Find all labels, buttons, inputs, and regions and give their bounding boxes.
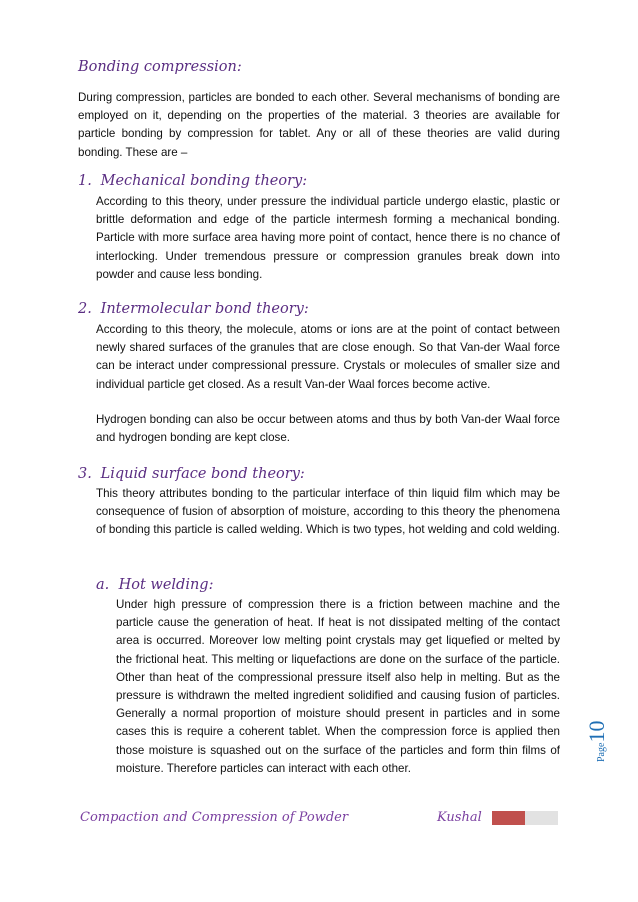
footer-accent-bar-gray bbox=[525, 811, 558, 825]
footer-accent-bar-red bbox=[492, 811, 525, 825]
section-2-paragraph-1: According to this theory, the molecule, atoms or ions are at the point of contact between newly shared surfaces of the granules that are close enough. So that Van-der Waal force can be interact under compressional pressure. Crystals or molecules of smaller size and individual particle get closed. As a result Van-der Waal forces become active. bbox=[96, 323, 560, 391]
section-1-heading bbox=[78, 173, 307, 189]
section-2-heading bbox=[78, 301, 309, 317]
page-number: 10 bbox=[584, 720, 609, 743]
footer-author: Kushal bbox=[437, 810, 482, 825]
section-1-paragraph: According to this theory, under pressure the individual particle undergo elastic, plastic or brittle deformation and edge of the particle intermesh forming a mechanical bonding. Particle with more surface area having more point of contact, hence there is no chance of interlocking. Under tremendous pressure or compression granules break down into powder and cause less bonding. bbox=[96, 195, 560, 281]
main-heading: Bonding compression: bbox=[78, 59, 242, 75]
page-number-label bbox=[584, 722, 624, 762]
section-2-paragraph-2: Hydrogen bonding can also be occur between atoms and thus by both Van-der Waal force and hydrogen bonding are kept close. bbox=[96, 413, 560, 445]
intro-paragraph: During compression, particles are bonded to each other. Several mechanisms of bonding are employed on it, depending on the properties of the material. 3 theories are available for particle bonding by compression for tablet. Any or all of these theories are valid during bonding. These are – bbox=[78, 91, 560, 159]
subsection-a-paragraph: Under high pressure of compression there is a friction between machine and the particle cause the generation of heat. If heat is not dissipated melting of the contact area is occurred. Moreover low melting point crystals may get liquefied or melted by the frictional heat. This melting or liquefactions are done on the surface of the particle. Other than heat of the compressional pressure itself also help in melting. But as the pressure is withdrawn the melted ingredient solidified and causing fusion of particles. Generally a normal proportion of moisture should present in particles and in some cases this is require a coherent tablet. When the compression force is applied then those moisture is squashed out on the surface of the particles and form thin films of moisture. Therefore particles can interact with each other. bbox=[116, 598, 560, 775]
section-2-number: 2. bbox=[78, 301, 92, 317]
subsection-a-heading bbox=[96, 577, 213, 593]
section-2-title: Intermolecular bond theory: bbox=[100, 301, 309, 317]
section-3-heading bbox=[78, 466, 305, 482]
footer-title: Compaction and Compression of Powder bbox=[80, 810, 349, 825]
subsection-a-letter: a. bbox=[96, 577, 110, 593]
section-1-title: Mechanical bonding theory: bbox=[100, 173, 308, 189]
page-label: Page bbox=[596, 742, 607, 762]
section-3-title: Liquid surface bond theory: bbox=[100, 466, 305, 482]
section-3-paragraph: This theory attributes bonding to the particular interface of thin liquid film which may be consequence of fusion of absorption of moisture, according to this theory the phenomena of bonding this particle is called welding. Which is two types, hot welding and cold welding. bbox=[96, 487, 561, 537]
section-1-number: 1. bbox=[78, 173, 92, 189]
subsection-a-title: Hot welding: bbox=[118, 577, 214, 593]
section-3-number: 3. bbox=[78, 466, 92, 482]
